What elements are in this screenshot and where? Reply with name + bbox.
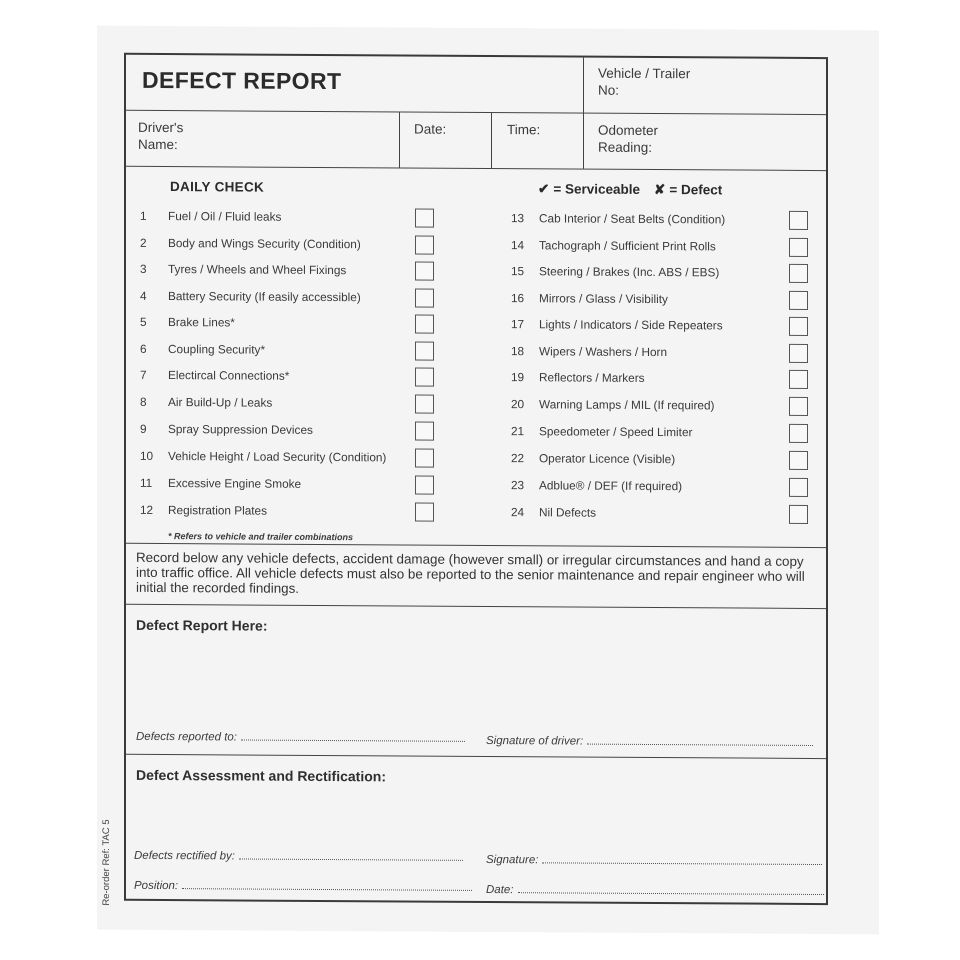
record-instructions: Record below any vehicle defects, accident damage (however small) or irregular circumstances and hand a copy into traffic office. All vehicle defects must also be reported to the senior maintenance and repair engineer who will initial the recorded findings. — [136, 549, 805, 596]
check-item: 13 Cab Interior / Seat Belts (Condition) — [511, 209, 816, 231]
position-field[interactable]: Position: — [134, 880, 472, 894]
date-field[interactable]: Date: — [414, 121, 447, 137]
check-item: 11 Excessive Engine Smoke — [140, 474, 440, 496]
check-item: 23 Adblue® / DEF (If required) — [511, 476, 816, 498]
defects-reported-to-field[interactable]: Defects reported to: — [136, 731, 465, 745]
check-box[interactable] — [789, 344, 808, 363]
serviceable-label: = Serviceable — [553, 181, 641, 197]
form-title: DEFECT REPORT — [142, 66, 342, 95]
check-item: 16 Mirrors / Glass / Visibility — [511, 289, 816, 311]
check-item: 24 Nil Defects — [511, 503, 816, 525]
check-item: 17 Lights / Indicators / Side Repeaters — [511, 315, 816, 337]
check-box[interactable] — [415, 289, 434, 308]
check-item: 9 Spray Suppression Devices — [140, 420, 440, 442]
check-box[interactable] — [789, 264, 808, 283]
checklist-divider — [126, 543, 826, 548]
check-item: 10 Vehicle Height / Load Security (Condition) — [140, 447, 440, 469]
check-box[interactable] — [789, 238, 808, 257]
time-field[interactable]: Time: — [507, 122, 541, 138]
check-item: 6 Coupling Security* — [140, 340, 440, 362]
assessment-title: Defect Assessment and Rectification: — [136, 766, 386, 785]
check-item: 12 Registration Plates — [140, 501, 440, 523]
time-odometer-divider — [583, 113, 584, 169]
signature-field[interactable]: Signature: — [486, 854, 822, 868]
check-box[interactable] — [415, 449, 434, 468]
check-item: 15 Steering / Brakes (Inc. ABS / EBS) — [511, 262, 816, 284]
check-item: 20 Warning Lamps / MIL (If required) — [511, 395, 816, 417]
check-box[interactable] — [789, 291, 808, 310]
defect-report-title: Defect Report Here: — [136, 616, 268, 634]
record-divider — [126, 604, 826, 609]
check-item: 14 Tachograph / Sufficient Print Rolls — [511, 236, 816, 258]
paper-sheet — [97, 26, 879, 935]
defect-report-form — [124, 53, 828, 905]
check-item: 18 Wipers / Washers / Horn — [511, 342, 816, 364]
check-box[interactable] — [415, 476, 434, 495]
driver-row-divider — [126, 166, 826, 171]
check-box[interactable] — [415, 262, 434, 281]
header-divider — [126, 110, 826, 115]
check-item: 1 Fuel / Oil / Fluid leaks — [140, 207, 440, 229]
title-vehicle-divider — [583, 58, 584, 113]
check-item: 21 Speedometer / Speed Limiter — [511, 422, 816, 444]
driver-signature-field[interactable]: Signature of driver: — [486, 735, 813, 749]
check-box[interactable] — [789, 478, 808, 497]
check-item: 8 Air Build-Up / Leaks — [140, 393, 440, 415]
check-box[interactable] — [415, 236, 434, 255]
check-box[interactable] — [415, 422, 434, 441]
tick-icon: ✔ — [538, 181, 550, 197]
check-box[interactable] — [415, 503, 434, 522]
defect-label: = Defect — [669, 182, 723, 198]
check-legend — [538, 181, 722, 198]
reorder-reference: Re-order Ref: TAC 5 — [101, 819, 112, 906]
report-divider — [126, 754, 826, 759]
check-box[interactable] — [789, 317, 808, 336]
check-box[interactable] — [789, 370, 808, 389]
check-box[interactable] — [789, 451, 808, 470]
driver-name-field[interactable]: Driver's Name: — [138, 119, 184, 153]
odometer-field[interactable]: Odometer Reading: — [598, 122, 659, 156]
check-item: 22 Operator Licence (Visible) — [511, 449, 816, 471]
check-box[interactable] — [789, 397, 808, 416]
check-item: 7 Electircal Connections* — [140, 366, 440, 388]
date-time-divider — [491, 112, 492, 168]
check-item: 3 Tyres / Wheels and Wheel Fixings — [140, 260, 440, 282]
check-box[interactable] — [415, 342, 434, 361]
check-item: 2 Body and Wings Security (Condition) — [140, 234, 440, 256]
check-box[interactable] — [789, 211, 808, 230]
daily-check-title: DAILY CHECK — [170, 179, 265, 195]
check-item: 19 Reflectors / Markers — [511, 368, 816, 390]
check-box[interactable] — [789, 424, 808, 443]
check-box[interactable] — [415, 315, 434, 334]
combination-note: * Refers to vehicle and trailer combinations — [168, 531, 354, 543]
vehicle-no-field[interactable]: Vehicle / Trailer No: — [598, 65, 691, 98]
check-box[interactable] — [415, 395, 434, 414]
driver-date-divider — [399, 111, 400, 167]
check-item: 5 Brake Lines* — [140, 313, 440, 335]
assessment-date-field[interactable]: Date: — [486, 884, 824, 898]
cross-icon: ✘ — [654, 182, 666, 198]
check-box[interactable] — [415, 368, 434, 387]
check-box[interactable] — [415, 209, 434, 228]
check-item: 4 Battery Security (If easily accessible) — [140, 287, 440, 309]
check-box[interactable] — [789, 505, 808, 524]
rectified-by-field[interactable]: Defects rectified by: — [134, 850, 463, 864]
